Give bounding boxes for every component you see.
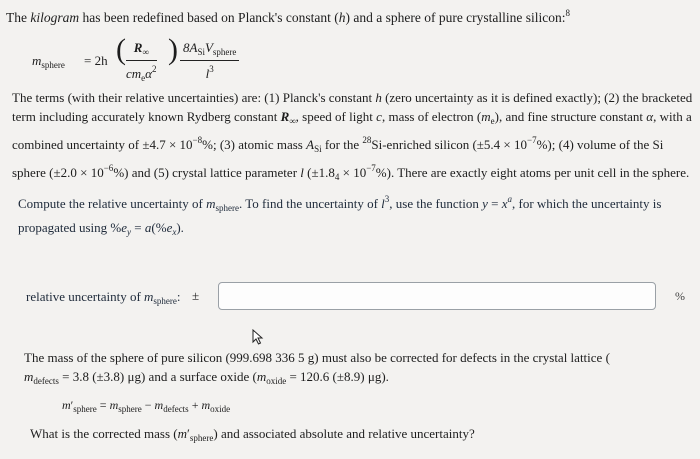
answer-label: relative uncertainty of $m_{sphere}$: — [26, 289, 181, 306]
corrected-mass-formula: $m'_{sphere} = m_{sphere} - m_{defects} + m_{oxide}$ — [62, 398, 231, 414]
terms-paragraph: The terms (with their relative uncertainties) are: (1) Planck's constant h (zero uncertainty as it is defined exactly); (2) the bracketed term including accurately known Rydberg constant $R_\infty$, speed of light c, mass of electron $(m_e)$, and fine structure constant α, with a combined uncertainty of $\pm 4.7 \times 10^{-8}\%$; (3) atomic mass $A_{Si}$ for the $^{28}$Si-enriched silicon $(\pm 5.4 \times 10^{-7}\%)$; (4) volume of the Si sphere $(\pm 2.0 \times 10^{-6}\%)$ and (5) crystal lattice parameter l $(\pm 1.8_4 \times 10^{-7}\%)$. There are exactly eight atoms per unit cell in the sphere. — [12, 90, 693, 182]
percent-unit: % — [675, 289, 685, 303]
final-question: What is the corrected mass $(m'_{sphere})$ and associated absolute and relative uncertainty? — [30, 426, 475, 443]
mouse-pointer-icon — [252, 329, 264, 345]
answer-row — [20, 282, 696, 314]
mass-correction-text: The mass of the sphere of pure silicon (999.698 336 5 g) must also be corrected for defects in the crystal lattice ( $m_{defects} = 3.8$ (±3.8) μg) and a surface oxide ($m_{oxide} = 120.6$ (±8.9) μg). — [24, 350, 610, 386]
relative-uncertainty-input[interactable] — [218, 282, 656, 310]
atom-fraction: $8A_{Si}V_{sphere}$ $l^3$ — [180, 40, 239, 82]
plus-minus-sign: ± — [192, 288, 200, 303]
sphere-mass-formula: $m_{sphere}$ = 2h ( $R_\infty$ $cm_e\alpha^2$ ) $8A_{Si}V_{sphere}$ $l^3$ — [32, 38, 272, 80]
compute-instruction: Compute the relative uncertainty of $m_{sphere}$. To find the uncertainty of $l^3$, use the function $y = x^a$, for which the uncertainty is propagated using $\%e_y = a(\%e_x)$. — [18, 194, 662, 237]
intro-text: The kilogram has been redefined based on Planck's constant (h) and a sphere of pure crystalline silicon:$^8$ — [6, 8, 571, 25]
bracket-fraction: $R_\infty$ $cm_e\alpha^2$ — [126, 40, 157, 83]
